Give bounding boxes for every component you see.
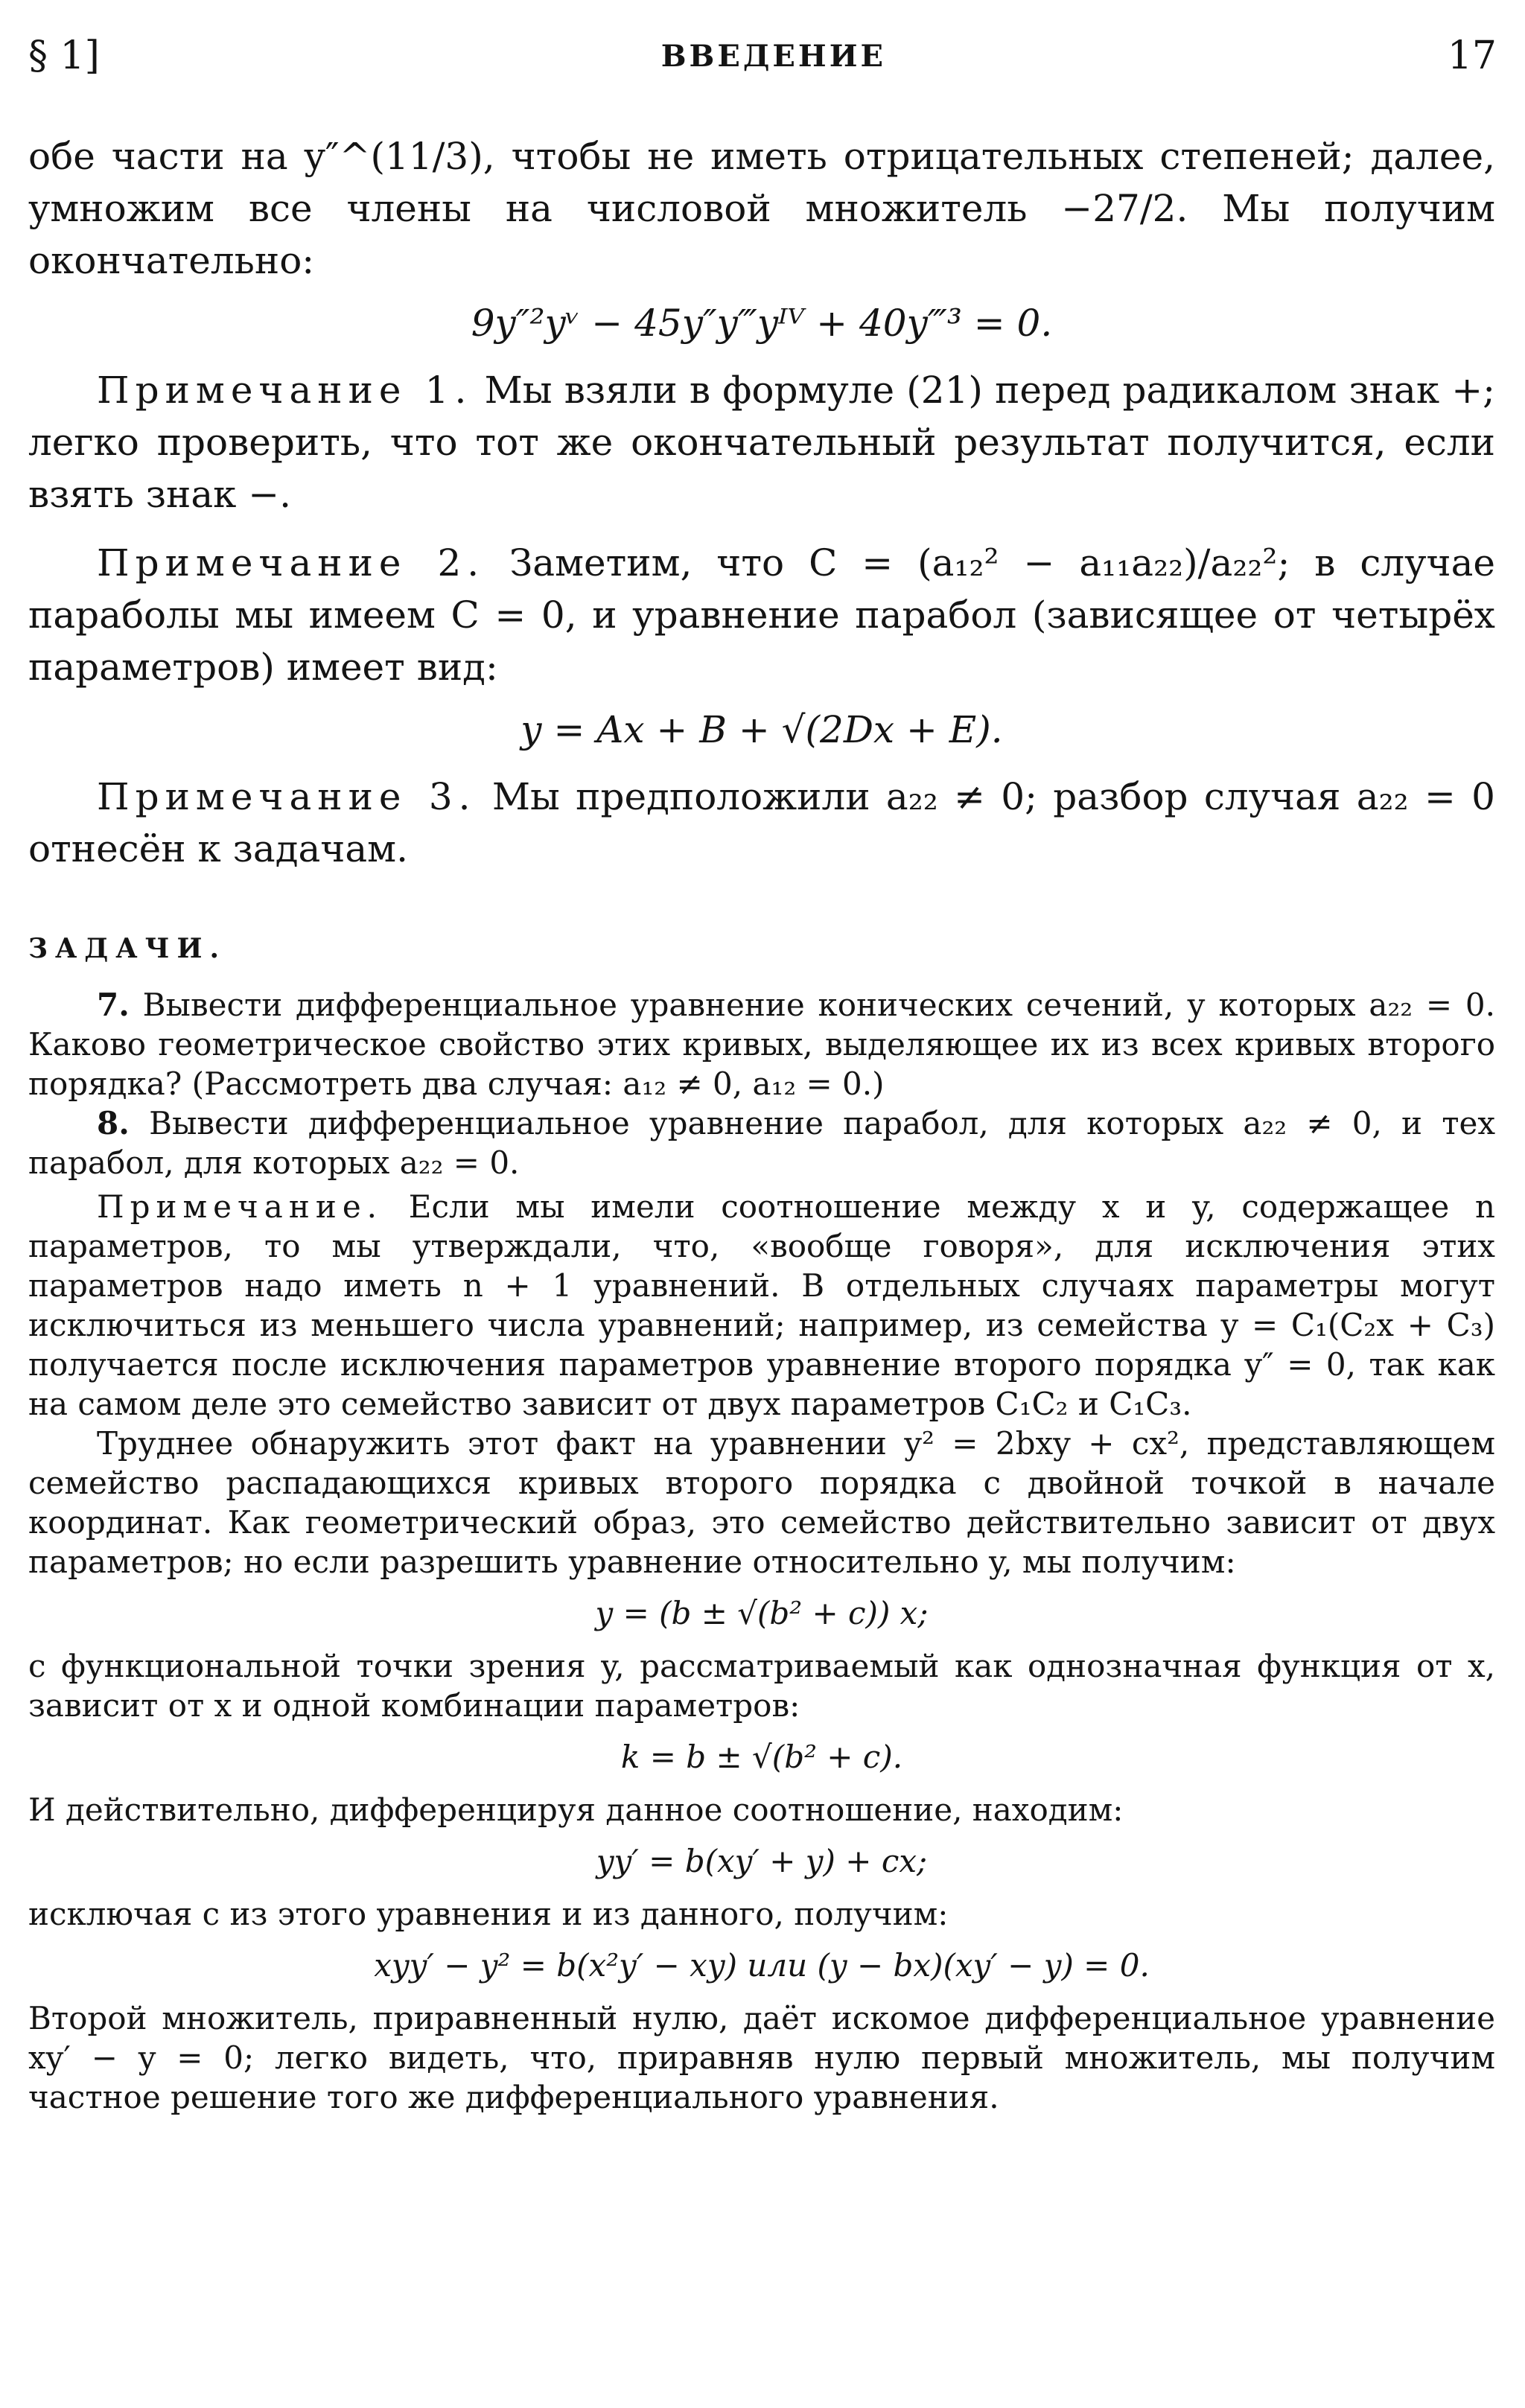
note-4-text: Если мы имели соотношение между x и y, содержащее n параметров, то мы утверждали, что, «вообще говоря», для исключения этих параметров надо иметь n + 1 уравнений. В отдельных случаях параметры могут исключиться из меньшего числа уравнений; например, из семейства y = C₁(C₂x + C₃) получается после исключения параметров уравнение второго порядка y″ = 0, так как на самом деле это семейство зависит от двух параметров C₁C₂ и C₁C₃.: [28, 1188, 1495, 1422]
task-8: [28, 1103, 1495, 1182]
note-3-label: Примечание 3.: [97, 775, 477, 818]
equation-derivative: yy′ = b(xy′ + y) + cx;: [596, 1843, 928, 1879]
equation-solution: y = (b ± √(b² + c)) x;: [595, 1595, 929, 1631]
task-7: [28, 985, 1495, 1103]
paragraph-family: Труднее обнаружить этот факт на уравнении y² = 2bxy + cx², представляющем семейство распадающихся кривых второго порядка с двойной точкой в начале координат. Как геометрический образ, это семейство действительно зависит от двух параметров; но если разрешить уравнение относительно y, мы получим:: [28, 1425, 1495, 1580]
equation-k: k = b ± √(b² + c).: [620, 1739, 903, 1775]
note-4: [28, 1187, 1495, 1424]
task-8-number: 8.: [97, 1105, 130, 1141]
task-7-number: 7.: [97, 987, 130, 1023]
note-2-text: Заметим, что C = (a₁₂² − a₁₁a₂₂)/a₂₂²; в случае параболы мы имеем C = 0, и уравнение парабол (зависящее от четырёх параметров) имеет вид:: [28, 541, 1495, 689]
running-title: ВВЕДЕНИЕ: [660, 38, 886, 74]
equation-factored: xyy′ − y² = b(x²y′ − xy) или (y − bx)(xy′ − y) = 0.: [374, 1947, 1150, 1984]
note-1-text: Мы взяли в формуле (21) перед радикалом знак +; легко проверить, что тот же окончательный результат получится, если взять знак −.: [28, 369, 1495, 516]
paragraph-differentiate: И действительно, дифференцируя данное соотношение, находим:: [28, 1791, 1124, 1828]
equation-main: 9y″²yᵛ − 45y″y‴yᴵⱽ + 40y‴³ = 0.: [471, 302, 1053, 345]
running-header: [28, 30, 1497, 82]
equation-parabola: y = Ax + B + √(2Dx + E).: [520, 708, 1003, 751]
task-8-text: Вывести дифференциальное уравнение парабол, для которых a₂₂ ≠ 0, и тех парабол, для которых a₂₂ = 0.: [28, 1105, 1496, 1181]
paragraph-exclude: исключая c из этого уравнения и из данного, получим:: [28, 1896, 949, 1932]
note-3: [28, 771, 1495, 875]
page-number: 17: [1447, 34, 1497, 78]
paragraph-functional: с функциональной точки зрения y, рассматриваемый как однозначная функция от x, зависит от x и одной комбинации параметров:: [28, 1648, 1495, 1724]
section-marker: § 1]: [28, 34, 100, 78]
note-1: [28, 364, 1495, 520]
note-2: [28, 537, 1495, 693]
tasks-heading: ЗАДАЧИ.: [28, 933, 227, 964]
note-1-label: Примечание 1.: [97, 369, 473, 412]
task-7-text: Вывести дифференциальное уравнение конических сечений, у которых a₂₂ = 0. Каково геометрическое свойство этих кривых, выделяющее их из всех кривых второго порядка? (Рассмотреть два случая: a₁₂ ≠ 0, a₁₂ = 0.): [28, 987, 1495, 1102]
note-3-text: Мы предположили a₂₂ ≠ 0; разбор случая a₂₂ = 0 отнесён к задачам.: [28, 775, 1495, 870]
note-4-label: Примечание.: [97, 1188, 383, 1225]
page-body: [28, 130, 1495, 2117]
paragraph-conclusion: Второй множитель, приравненный нулю, даёт искомое дифференциальное уравнение xy′ − y = 0; легко видеть, что, приравняв нулю первый множитель, мы получим частное решение того же дифференциального уравнения.: [28, 2000, 1495, 2115]
note-2-label: Примечание 2.: [97, 541, 485, 585]
paragraph-intro: обе части на y″^(11/3), чтобы не иметь отрицательных степеней; далее, умножим все члены на числовой множитель −27/2. Мы получим окончательно:: [28, 135, 1495, 282]
